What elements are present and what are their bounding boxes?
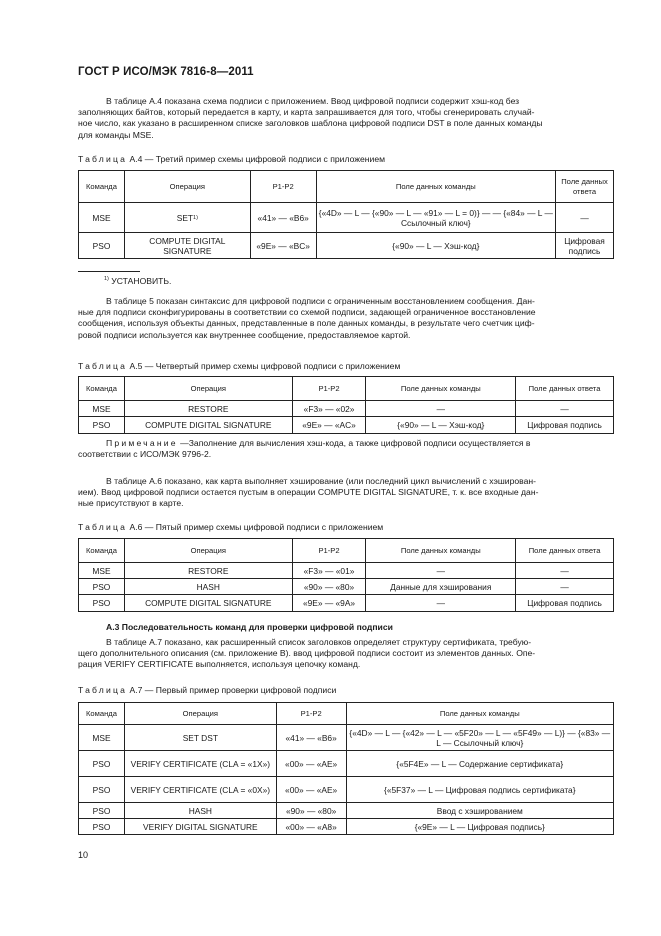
standard-header: ГОСТ Р ИСО/МЭК 7816-8—2011 bbox=[78, 66, 254, 78]
table-row: MSE SET$^{1)}$ «41» — «B6» {«4D» — L — {«90» — L — «91» — L = 0)} — — {«84» — L — Ссылочный ключ} — bbox=[79, 203, 614, 233]
paragraph-a4-intro: В таблице А.4 показана схема подписи с приложением. Ввод цифровой подписи содержит хэш-код без заполняющих байтов, который передается в карту, и карта запрашивается для того, чтобы сгенерировать случай- ное число, как указано в расширенном списке заголовков шаблона цифровой подписи DST в поле данных команды для команды MSE. bbox=[78, 96, 543, 140]
table-header-cell: P1-P2 bbox=[250, 171, 316, 203]
table-a5: Команда Операция P1-P2 Поле данных команды Поле данных ответа MSE RESTORE «F3» — «02» — — PSO COMPUTE DIGITAL SIGNATURE «9E» — «AC» {«90» — L — Хэш-код} Цифровая подпись bbox=[78, 376, 614, 434]
table-a5-caption: Таблица А.5 — Четвертый пример схемы цифровой подписи с приложением bbox=[78, 361, 401, 371]
table-row: PSO COMPUTE DIGITAL SIGNATURE «9E» — «AC» {«90» — L — Хэш-код} Цифровая подпись bbox=[79, 417, 614, 434]
table-a4-caption: Таблица А.4 — Третий пример схемы цифровой подписи с приложением bbox=[78, 154, 386, 164]
table-row: PSO HASH «90» — «80» Данные для хэширования — bbox=[79, 579, 614, 595]
table-row: PSO VERIFY DIGITAL SIGNATURE «00» — «A8» {«9E» — L — Цифровая подпись} bbox=[79, 819, 614, 835]
note: Примечание —Заполнение для вычисления хэш-кода, а также цифровой подписи осуществляется в соответствии с ИСО/МЭК 9796-2. bbox=[78, 438, 531, 460]
paragraph-table5-intro: В таблице 5 показан синтаксис для цифровой подписи с ограниченным восстановлением сообщения. Дан- ные для подписи сконфигурированы в соответствии со схемой подписи, задающей ограниченное восстановление сообщения, используя объекты данных, представленные в поле данных команды, в результате чего счетчик циф- ровой подписи используется как внутреннее сообщение, предоставляемое картой. bbox=[78, 296, 536, 340]
table-row: PSO COMPUTE DIGITAL SIGNATURE «9E» — «9A» — Цифровая подпись bbox=[79, 595, 614, 612]
table-header-cell: Команда bbox=[79, 171, 125, 203]
table-a6: Команда Операция P1-P2 Поле данных команды Поле данных ответа MSE RESTORE «F3» — «01» — — PSO HASH «90» — «80» Данные для хэширования — PSO COMPUTE DIGITAL SIGNATURE «9E» — «9A» — Цифровая подпись bbox=[78, 538, 614, 612]
table-header-cell: Поле данных ответа bbox=[556, 171, 614, 203]
table-row: PSO VERIFY CERTIFICATE (CLA = «0X») «00» — «AE» {«5F37» — L — Цифровая подпись сертификата} bbox=[79, 777, 614, 803]
paragraph-a6-intro: В таблице А.6 показано, как карта выполняет хэширование (или последний цикл вычислений с хэширован- ием). Ввод цифровой подписи остается пустым в операции COMPUTE DIGITAL SIGNATURE, т. к. все входные дан- ные присутствуют в карте. bbox=[78, 476, 539, 509]
table-a6-caption: Таблица А.6 — Пятый пример схемы цифровой подписи с приложением bbox=[78, 522, 384, 532]
table-a4 bbox=[78, 170, 614, 259]
table-row: PSO COMPUTE DIGITAL SIGNATURE «9E» — «BC» {«90» — L — Хэш-код} Цифровая подпись bbox=[79, 233, 614, 259]
footnote: $^{1)}$ УСТАНОВИТЬ. bbox=[104, 276, 172, 286]
table-row: PSO VERIFY CERTIFICATE (CLA = «1X») «00» — «AE» {«5F4E» — L — Содержание сертификата} bbox=[79, 751, 614, 777]
page-number: 10 bbox=[78, 850, 89, 860]
footnote-divider bbox=[78, 271, 140, 272]
table-header-cell: Операция bbox=[124, 171, 250, 203]
section-title: А.3 Последовательность команд для проверки цифровой подписи bbox=[106, 622, 393, 632]
table-header-cell: Поле данных команды bbox=[316, 171, 555, 203]
table-row: MSE RESTORE «F3» — «01» — — bbox=[79, 563, 614, 579]
paragraph-a7-intro: В таблице А.7 показано, как расширенный список заголовков определяет структуру сертификата, требую- щего дополнительного описания (см. приложение В). ввод цифровой подписи состоит из элементов данных. Опе- рация VERIFY CERTIFICATE выполняется, используя цепочку команд. bbox=[78, 637, 536, 670]
table-a7: Команда Операция P1-P2 Поле данных команды MSE SET DST «41» — «B6» {«4D» — L — {«42» — L — «5F20» — L — «5F49» — L)} — {«83» — L — Ссылочный ключ} PSO VERIFY CERTIFICATE (CLA = «1X») «00» — «AE» {«5F4E» — L — Содержание сертификата} PSO VERIFY CERTIFICATE (CLA = «0X») «00» — «AE» {«5F37» — L — Цифровая подпись сертификата} PSO HASH «90» — «80» Ввод с хэшированием PSO VERIFY DIGITAL SIGNATURE «00» — «A8» {«9E» — L — Цифровая подпись} bbox=[78, 702, 614, 835]
table-a7-caption: Таблица А.7 — Первый пример проверки цифровой подписи bbox=[78, 685, 337, 695]
table-row: MSE RESTORE «F3» — «02» — — bbox=[79, 401, 614, 417]
table-row: MSE SET DST «41» — «B6» {«4D» — L — {«42» — L — «5F20» — L — «5F49» — L)} — {«83» — L — Ссылочный ключ} bbox=[79, 725, 614, 751]
table-row: PSO HASH «90» — «80» Ввод с хэшированием bbox=[79, 803, 614, 819]
